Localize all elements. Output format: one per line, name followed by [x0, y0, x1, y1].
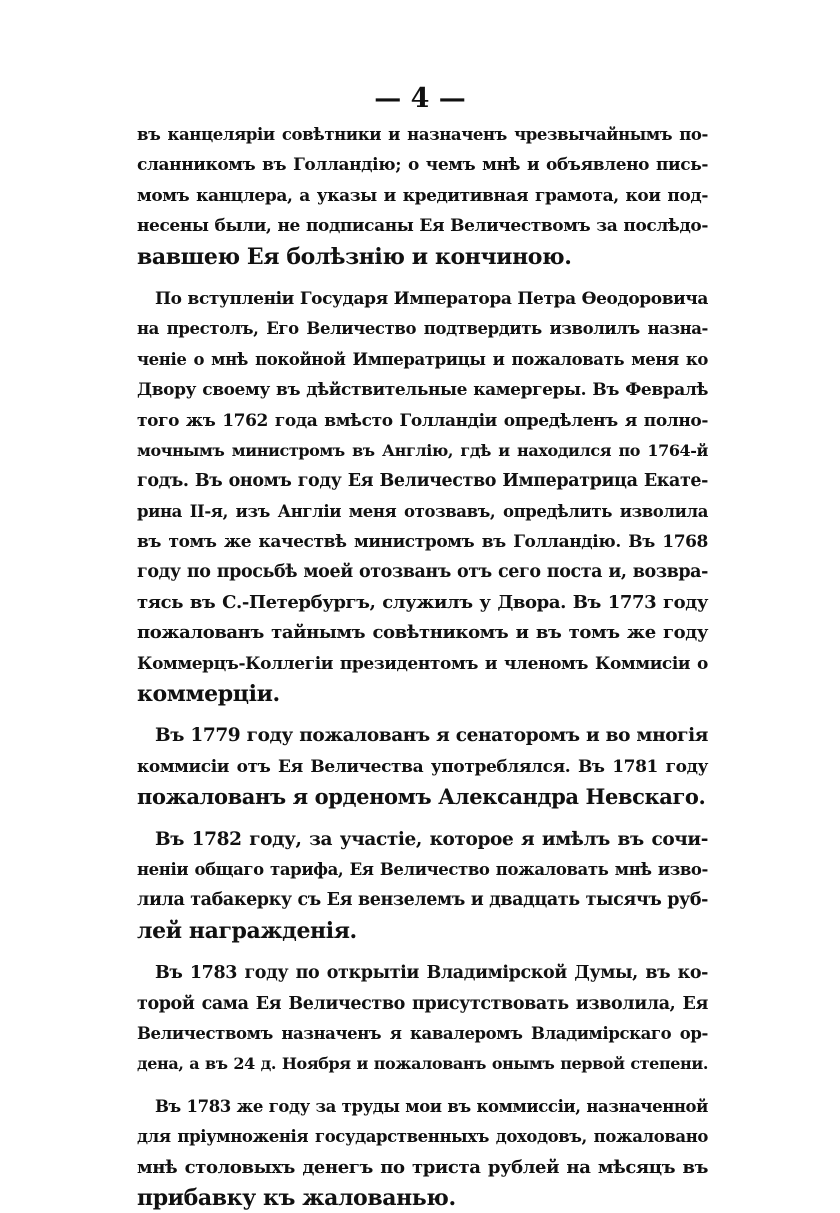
paragraph	[137, 825, 708, 947]
text-line: Въ 1783 году по открытіи Владимірской Думы, въ ко-	[155, 963, 708, 984]
text-line: несены были, не подписаны Ея Величествомъ за послѣдо-	[137, 216, 708, 237]
text-line: Коммерцъ-Коллегіи президентомъ и членомъ Коммисіи о	[137, 653, 708, 674]
paragraph	[137, 721, 708, 812]
text-line: рина II-я, изъ Англіи меня отозвавъ, опредѣлить изволила	[137, 501, 708, 521]
text-line: ченіе о мнѣ покойной Императрицы и пожаловать меня ко	[137, 349, 708, 369]
text-line: лей награжденія.	[137, 917, 357, 944]
text-line: Двору своему въ дѣйствительные камергеры. Въ Февралѣ	[137, 380, 708, 401]
text-line: пожалованъ тайнымъ совѣтникомъ и въ томъ же году	[137, 622, 708, 644]
text-line: коммерціи.	[137, 681, 280, 708]
text-line: Величествомъ назначенъ я кавалеромъ Владимірскаго ор-	[137, 1023, 708, 1043]
text-line: По вступленіи Государя Императора Петра Ѳеодоровича	[155, 288, 708, 309]
text-line: дена, а въ 24 д. Ноября и пожалованъ онымъ первой степени.	[137, 1054, 708, 1074]
text-line: Въ 1783 же году за труды мои въ коммиссіи, назначенной	[155, 1096, 708, 1116]
text-line: въ канцеляріи совѣтники и назначенъ чрезвычайнымъ по-	[137, 125, 708, 144]
text-line: Въ 1779 году пожалованъ я сенаторомъ и во многія	[155, 725, 708, 747]
text-line: мочнымъ министромъ въ Англію, гдѣ и находился по 1764-й	[137, 440, 708, 460]
text-line: коммисіи отъ Ея Величества употреблялся. Въ 1781 году	[137, 756, 708, 777]
text-line: вавшею Ея болѣзнію и кончиною.	[137, 243, 572, 270]
text-line: торой сама Ея Величество присутствовать изволила, Ея	[137, 993, 708, 1014]
text-line: на престолъ, Его Величество подтвердить изволилъ назна-	[137, 319, 708, 339]
text-line: лила табакерку съ Ея вензелемъ и двадцать тысячъ руб-	[137, 890, 708, 911]
text-line: годъ. Въ ономъ году Ея Величество Императрица Екате-	[137, 471, 708, 492]
text-line: въ томъ же качествѣ министромъ въ Голландію. Въ 1768	[137, 532, 708, 553]
text-line: пожалованъ я орденомъ Александра Невскаго.	[137, 784, 706, 810]
page-number: — 4 —	[374, 83, 466, 114]
paragraph	[137, 120, 708, 272]
text-line: сланникомъ въ Голландію; о чемъ мнѣ и объявлено пись-	[137, 155, 708, 176]
paragraph	[137, 1092, 708, 1213]
text-line: момъ канцлера, а указы и кредитивная грамота, кои под-	[137, 185, 708, 206]
text-line: году по просьбѣ моей отозванъ отъ сего поста и, возвра-	[137, 562, 708, 583]
text-line: мнѣ столовыхъ денегъ по триста рублей на мѣсяцъ въ	[137, 1156, 708, 1178]
text-line: того жъ 1762 года вмѣсто Голландіи опредѣленъ я полно-	[137, 410, 708, 431]
paragraph	[137, 958, 708, 1080]
text-line: прибавку къ жалованью.	[137, 1184, 456, 1211]
text-line: тясь въ С.-Петербургъ, служилъ у Двора. Въ 1773 году	[137, 591, 708, 613]
paragraph	[137, 284, 708, 709]
text-line: Въ 1782 году, за участіе, которое я имѣлъ въ сочи-	[155, 828, 708, 850]
text-line: неніи общаго тарифа, Ея Величество пожаловать мнѣ изво-	[137, 859, 708, 879]
text-line: для пріумноженія государственныхъ доходовъ, пожаловано	[137, 1127, 708, 1147]
body-text	[137, 120, 708, 1213]
